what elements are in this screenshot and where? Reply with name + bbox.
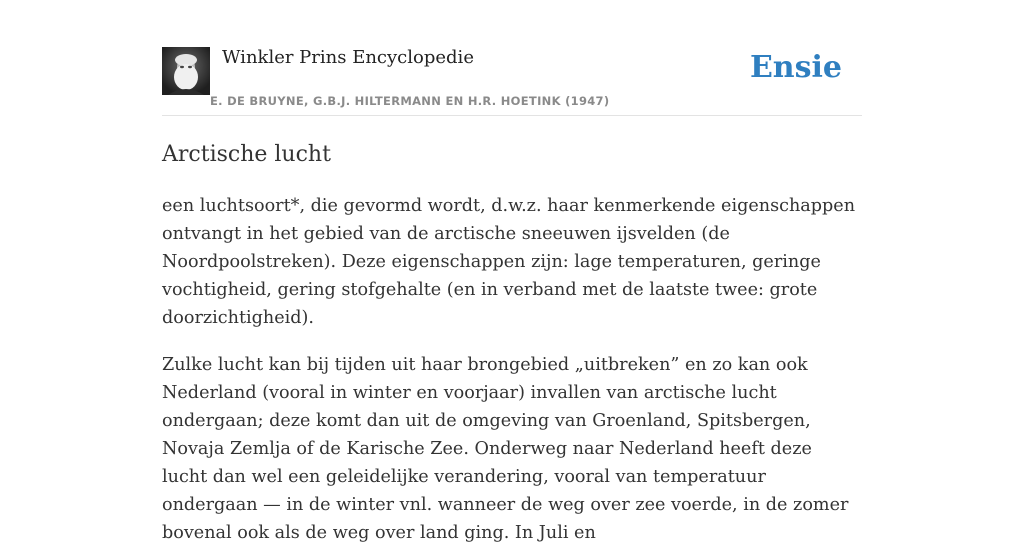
source-title[interactable]: Winkler Prins Encyclopedie [222, 47, 474, 68]
avatar[interactable] [162, 47, 210, 95]
bearded-man-portrait-icon [162, 47, 210, 95]
page [162, 0, 862, 547]
article-paragraph: Zulke lucht kan bij tijden uit haar brongebied „uitbreken” en zo kan ook Nederland (vooral in winter en voorjaar) invallen van arctische lucht ondergaan; deze komt dan uit de omgeving van Groenland, Spitsbergen, Novaja Zemlja of de Karische Zee. Onderweg naar Nederland heeft deze lucht dan wel een geleidelijke verandering, vooral van temperatuur ondergaan — in de winter vnl. wanneer de weg over zee voerde, in de zomer bovenal ook als de weg over land ging. In Juli en [162, 355, 849, 543]
article-body [162, 192, 862, 547]
article-title: Arctische lucht [162, 142, 331, 167]
brand-logo[interactable]: Ensie [749, 50, 842, 85]
source-header [162, 45, 862, 116]
authors: E. DE BRUYNE, G.B.J. HILTERMANN EN H.R. HOETINK (1947) [210, 94, 610, 108]
article-paragraph: een luchtsoort*, die gevormd wordt, d.w.z. haar kenmerkende eigenschappen ontvangt in het gebied van de arctische sneeuwen ijsvelden (de Noordpoolstreken). Deze eigenschappen zijn: lage temperaturen, geringe vochtigheid, gering stofgehalte (en in verband met de laatste twee: grote doorzichtigheid). [162, 196, 856, 328]
